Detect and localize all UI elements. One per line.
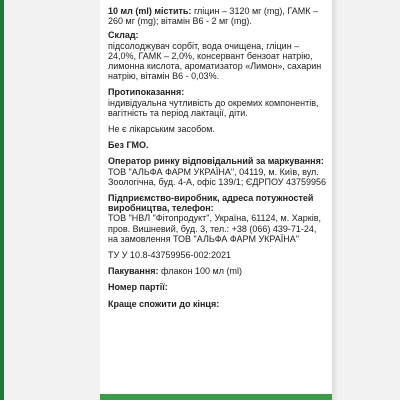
gmo-note: Без ГМО. <box>108 140 149 151</box>
best-before: Краще спожити до кінця: <box>108 298 220 309</box>
operator-text: ТОВ "АЛЬФА ФАРМ УКРАЇНА", 04119, м. Київ, вул. Зоологічна, буд. 4-А, офіс 139/1; ЄДРПОУ 43759956 <box>108 166 327 187</box>
composition <box>108 6 326 26</box>
packaging-label: Пакування: <box>108 266 159 277</box>
left-green-stripe <box>0 0 4 400</box>
packaging <box>108 266 326 276</box>
contraindications-title: Протипоказання: <box>108 87 185 98</box>
manufacturer-title: Підприємство-виробник, адреса потужностей виробництва, телефон: <box>108 193 314 214</box>
panel-shadow <box>332 0 338 400</box>
excipients-title: Склад: <box>108 30 139 41</box>
bottom-green-edge <box>100 394 332 400</box>
manufacturer-text: ТОВ "НВЛ "Фітопродукт", Україна, 61124, м. Харків, пров. Вишневий, буд. 3, тел.: +38 (066) 439-71-24, на замовлення ТОВ "АЛЬФА ФАРМ УКРАЇНА" <box>108 213 321 244</box>
tu-code: ТУ У 10.8-43759956-002:2021 <box>108 250 232 261</box>
label-text <box>108 6 326 309</box>
packaging-text: флакон 100 мл (ml) <box>158 266 242 277</box>
operator-title: Оператор ринку відповідальний за маркування: <box>108 156 324 167</box>
composition-label: 10 мл (ml) містить: <box>108 6 192 16</box>
batch-number: Номер партії: <box>108 282 168 293</box>
contraindications-text: індивідуальна чутливість до окремих компонентів, вагітність та період лактації, діти. <box>108 97 319 118</box>
composition-text: гліцин – 3120 мг (mg), ГАМК – 260 мг (mg); вітамін В6 - 2 мг (mg). <box>108 6 318 27</box>
excipients-text: підсолоджувач сорбіт, вода очищена, гліцин – 24,0%, ГАМК – 2,0%, консервант бензоат натрію, лимонна кислота, ароматизатор «Лимон», сахарин натрію, вітамін В6 - 0,03%. <box>108 40 322 82</box>
not-medicine-note: Не є лікарським засобом. <box>108 124 215 135</box>
